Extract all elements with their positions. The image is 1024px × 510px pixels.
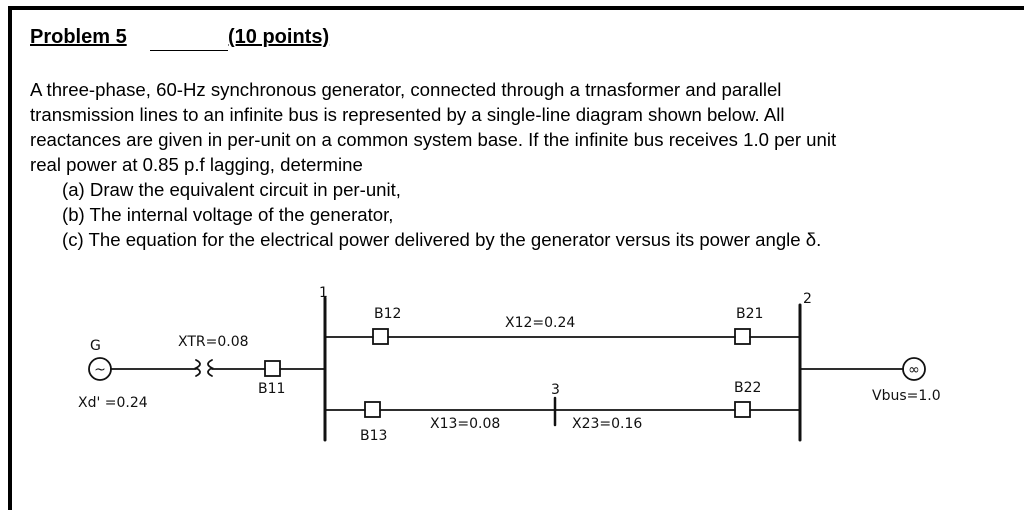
breaker-b12 <box>373 329 388 344</box>
b11-label: B11 <box>258 381 286 397</box>
generator-label: G <box>90 338 101 354</box>
statement-line: A three-phase, 60-Hz synchronous generator, connected through a trnasformer and parallel <box>30 79 782 100</box>
breaker-b22 <box>735 402 750 417</box>
problem-label: Problem 5 <box>30 26 127 48</box>
b22-label: B22 <box>734 380 762 396</box>
part-c: (c) The equation for the electrical power delivered by the generator versus its power angle δ. <box>62 229 822 250</box>
xd-label: Xd' =0.24 <box>78 395 148 411</box>
bus-2-label: 2 <box>803 291 812 307</box>
breaker-b21 <box>735 329 750 344</box>
part-a: (a) Draw the equivalent circuit in per-unit, <box>62 179 401 200</box>
b21-label: B21 <box>736 306 764 322</box>
transformer-primary <box>196 360 200 376</box>
transformer-secondary <box>208 360 212 376</box>
xtr-label: XTR=0.08 <box>178 334 249 350</box>
vbus-label: Vbus=1.0 <box>872 388 941 404</box>
statement-line: real power at 0.85 p.f lagging, determine <box>30 154 363 175</box>
points-label: (10 points) <box>228 26 330 48</box>
x23-label: X23=0.16 <box>572 416 643 432</box>
breaker-b13 <box>365 402 380 417</box>
statement-line: reactances are given in per-unit on a common system base. If the infinite bus receives 1.0 per unit <box>30 129 837 150</box>
x13-label: X13=0.08 <box>430 416 501 432</box>
x12-label: X12=0.24 <box>505 315 576 331</box>
bus-1-label: 1 <box>319 285 328 301</box>
bus-3-label: 3 <box>551 382 560 398</box>
statement-line: transmission lines to an infinite bus is represented by a single-line diagram shown below. All <box>30 104 785 125</box>
infinite-symbol: ∞ <box>908 362 920 378</box>
breaker-b11 <box>265 361 280 376</box>
part-b: (b) The internal voltage of the generator, <box>62 204 394 225</box>
b12-label: B12 <box>374 306 402 322</box>
generator-symbol: ~ <box>94 362 106 378</box>
b13-label: B13 <box>360 428 388 444</box>
